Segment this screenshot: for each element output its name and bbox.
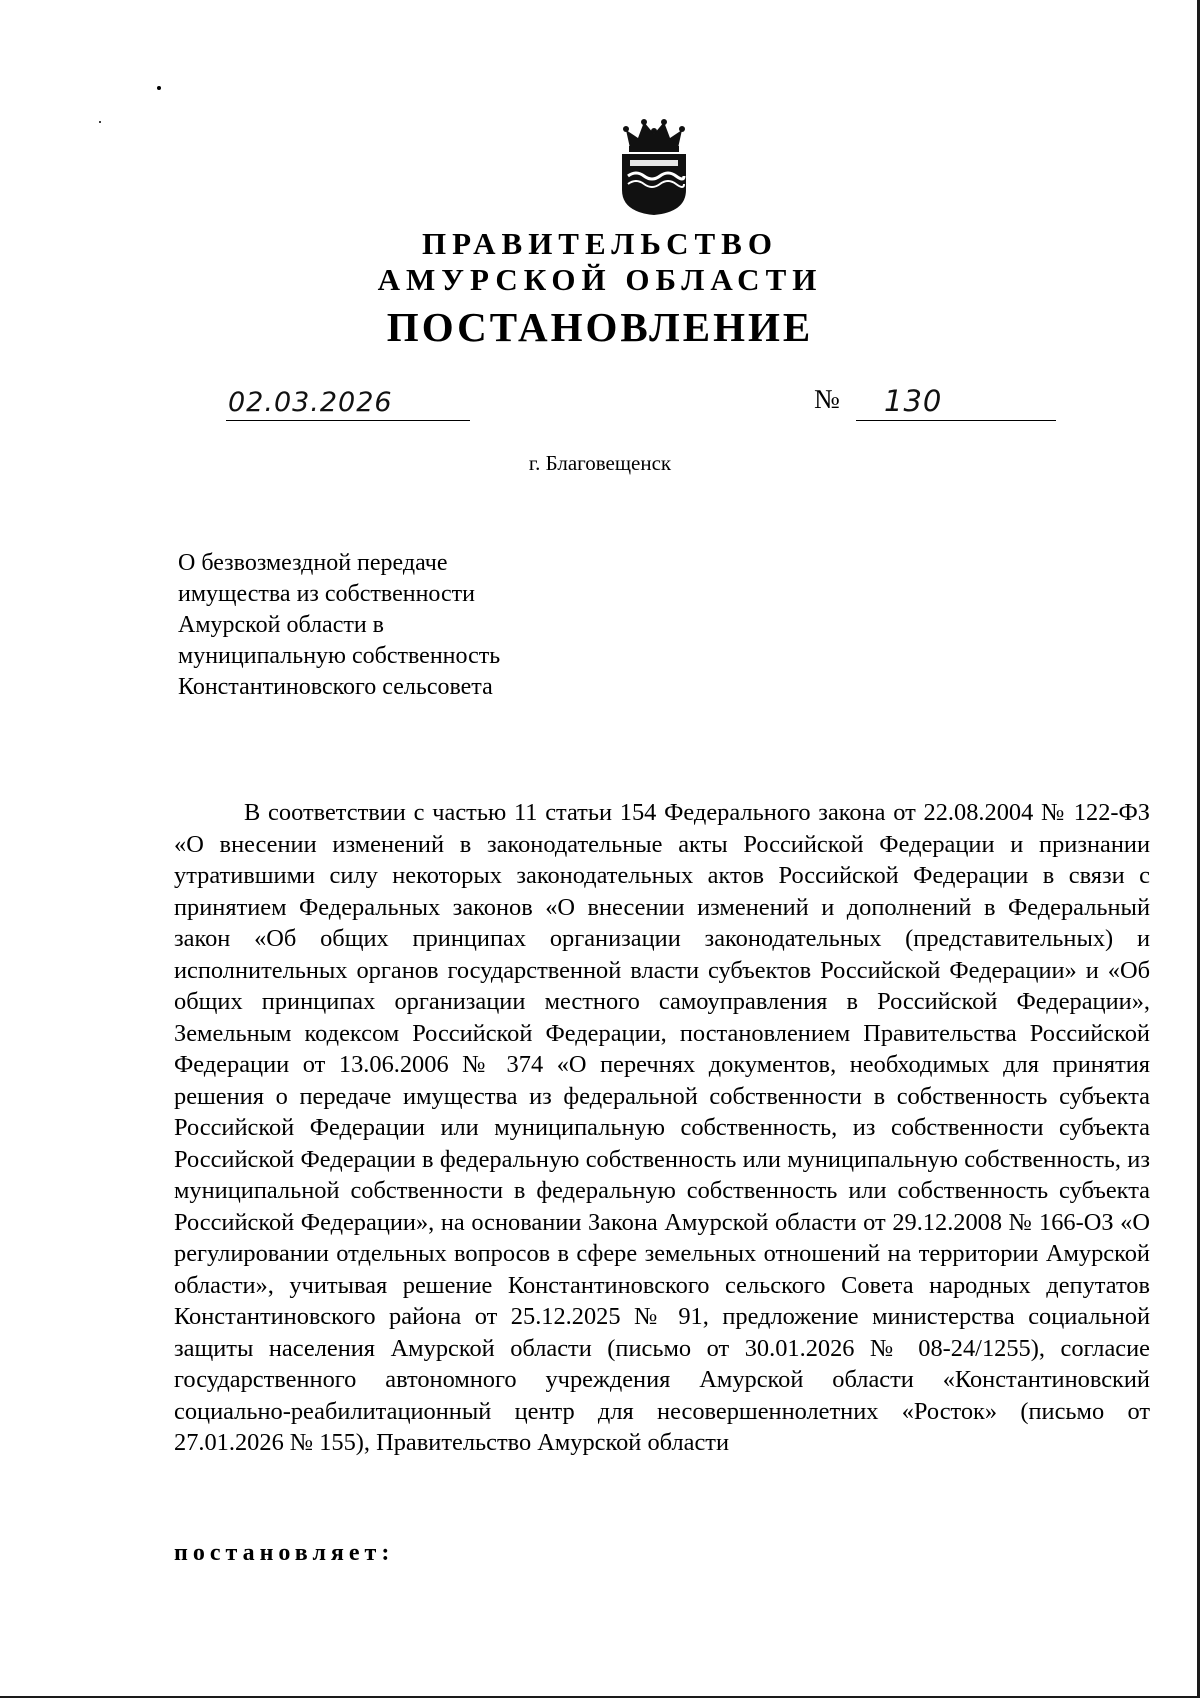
decree-word: постановляет: xyxy=(174,1540,395,1566)
org-name-line1: ПРАВИТЕЛЬСТВО xyxy=(422,226,778,261)
number-field xyxy=(856,382,1056,421)
title-line: муниципальную собственность xyxy=(178,643,501,669)
handwritten-date: 02.03.2026 xyxy=(228,387,393,418)
body-paragraph: В соответствии с частью 11 статьи 154 Федерального закона от 22.08.2004 № 122-ФЗ «О внесении изменений в законодательные акты Российской Федерации и признании утратившими силу некоторых законодательных актов Российской Федерации в связи с принятием Федеральных законов «О внесении изменений и дополнений в Федеральный закон «Об общих принципах организации законодательных (представительных) и исполнительных органов государственной власти субъектов Российской Федерации» и «Об общих принципах организации местного самоуправления в Российской Федерации», Земельным кодексом Российской Федерации, постановлением Правительства Российской Федерации от 13.06.2006 № 374 «О перечнях документов, необходимых для принятия решения о передаче имущества из федеральной собственности в собственность субъекта Российской Федерации или муниципальную собственность, из собственности субъекта Российской Федерации в федеральную собственность или муниципальную собственность, из муниципальной собственности в федеральную собственность или собственность субъекта Российской Федерации», на основании Закона Амурской области от 29.12.2008 № 166-ОЗ «О регулировании отдельных вопросов в сфере земельных отношений на территории Амурской области», учитывая решение Константиновского сельского Совета народных депутатов Константиновского района от 25.12.2025 № 91, предложение министерства социальной защиты населения Амурской области (письмо от 30.01.2026 № 08-24/1255), согласие государственного автономного учреждения Амурской области «Константиновский социально-реабилитационный центр для несовершеннолетних «Росток» (письмо от 27.01.2026 № 155), Правительство Амурской области xyxy=(174,799,1150,1456)
org-name-line2: АМУРСКОЙ ОБЛАСТИ xyxy=(377,262,823,297)
title-line: Константиновского сельсовета xyxy=(178,674,493,700)
title-line: Амурской области в xyxy=(178,612,385,638)
body-text xyxy=(174,797,1150,1459)
number-label: № xyxy=(814,384,840,414)
document-type: ПОСТАНОВЛЕНИЕ xyxy=(386,304,814,350)
title-line: имущества из собственности xyxy=(178,581,476,607)
date-field xyxy=(226,382,470,421)
scan-speck xyxy=(157,86,161,90)
title-line: О безвозмездной передаче xyxy=(178,550,448,576)
scan-speck xyxy=(99,121,101,123)
city-name: г. Благовещенск xyxy=(528,451,672,475)
coat-of-arms-icon xyxy=(616,118,692,216)
document-title xyxy=(178,548,500,703)
handwritten-number: 130 xyxy=(884,384,943,418)
